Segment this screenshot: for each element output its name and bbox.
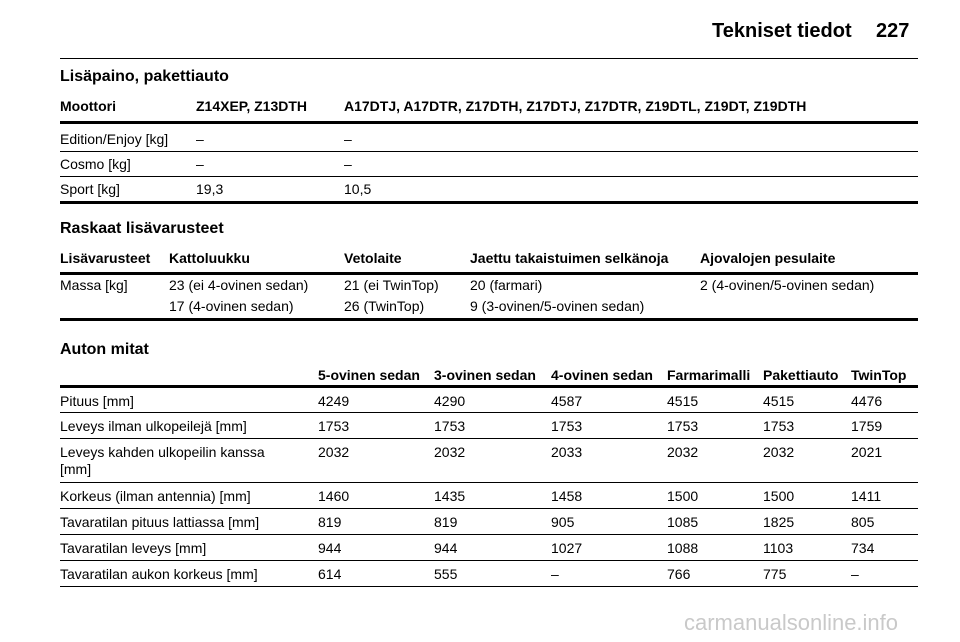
table3-header-estate: Farmarimalli — [667, 367, 751, 383]
table3-header-3door: 3-ovinen sedan — [434, 367, 536, 383]
table3-cell: 1753 — [318, 418, 350, 434]
table2-cell: 26 (TwinTop) — [344, 298, 425, 314]
table3-cell: 1027 — [551, 540, 583, 556]
table3-cell: 4290 — [434, 393, 466, 409]
table3-row-divider — [60, 412, 918, 413]
table3-cell: – — [551, 566, 559, 582]
table1-row-label: Cosmo [kg] — [60, 156, 131, 172]
table3-cell: 766 — [667, 566, 691, 582]
table1-cell: – — [344, 131, 352, 147]
table3-cell: 2033 — [551, 444, 583, 460]
table3-cell: 2032 — [434, 444, 466, 460]
table3-row-label: Tavaratilan leveys [mm] — [60, 540, 207, 556]
table3-cell: – — [851, 566, 859, 582]
table3-header-rule — [60, 385, 918, 388]
table3-cell: 2032 — [318, 444, 350, 460]
table3-cell: 4515 — [763, 393, 795, 409]
table3-header-5door: 5-ovinen sedan — [318, 367, 420, 383]
table3-row-divider — [60, 438, 918, 439]
table3-row-divider — [60, 560, 918, 561]
table3-cell: 4249 — [318, 393, 350, 409]
table1-header-rule — [60, 121, 918, 124]
table3-cell: 1458 — [551, 488, 583, 504]
table2-cell: 21 (ei TwinTop) — [344, 277, 439, 293]
table3-cell: 1435 — [434, 488, 466, 504]
table2-header-sunroof: Kattoluukku — [169, 250, 250, 266]
table3-row-divider — [60, 482, 918, 483]
table1-cell: 10,5 — [344, 181, 372, 197]
table2-cell: 2 (4-ovinen/5-ovinen sedan) — [700, 277, 875, 293]
table3-cell: 734 — [851, 540, 875, 556]
table3-cell: 775 — [763, 566, 787, 582]
table3-cell: 1753 — [667, 418, 699, 434]
table2-bottom-rule — [60, 318, 918, 321]
table1-cell: – — [344, 156, 352, 172]
table3-cell: 1411 — [851, 488, 882, 504]
table2-cell: 17 (4-ovinen sedan) — [169, 298, 294, 314]
table1-header-col2: A17DTJ, A17DTR, Z17DTH, Z17DTJ, Z17DTR, Z19DTL, Z19DT, Z19DTH — [344, 98, 807, 114]
table3-row-label: Korkeus (ilman antennia) [mm] — [60, 488, 251, 504]
table1-bottom-rule — [60, 201, 918, 204]
page-number: 227 — [876, 20, 910, 42]
table2-header-towbar: Vetolaite — [344, 250, 402, 266]
table1-cell: – — [196, 156, 204, 172]
table3-cell: 1085 — [667, 514, 699, 530]
table3-cell: 1103 — [763, 540, 794, 556]
table3-row-label-cont: [mm] — [60, 461, 92, 477]
table2-header-rule — [60, 272, 918, 275]
table3-row-label: Tavaratilan aukon korkeus [mm] — [60, 566, 258, 582]
table3-row-label: Tavaratilan pituus lattiassa [mm] — [60, 514, 260, 530]
table3-cell: 1753 — [763, 418, 795, 434]
table2-cell: 9 (3-ovinen/5-ovinen sedan) — [470, 298, 645, 314]
table3-cell: 1753 — [551, 418, 583, 434]
table2-row-label: Massa [kg] — [60, 277, 128, 293]
table3-cell: 805 — [851, 514, 875, 530]
table3-cell: 4515 — [667, 393, 699, 409]
header-divider — [60, 58, 918, 59]
table3-cell: 944 — [434, 540, 458, 556]
table3-cell: 2021 — [851, 444, 883, 460]
table3-cell: 1460 — [318, 488, 350, 504]
table1-row-label: Sport [kg] — [60, 181, 120, 197]
table3-row-label: Leveys ilman ulkopeilejä [mm] — [60, 418, 247, 434]
table3-header-van: Pakettiauto — [763, 367, 839, 383]
table3-cell: 1759 — [851, 418, 883, 434]
table3-cell: 1825 — [763, 514, 795, 530]
table3-cell: 2032 — [667, 444, 699, 460]
table3-row-label: Pituus [mm] — [60, 393, 134, 409]
table2-cell: 23 (ei 4-ovinen sedan) — [169, 277, 309, 293]
table3-cell: 1088 — [667, 540, 699, 556]
table3-header-twintop: TwinTop — [851, 367, 907, 383]
page-title: Tekniset tiedot — [712, 20, 852, 42]
table2-header-split-seat: Jaettu takaistuimen selkänoja — [470, 250, 669, 266]
table3-row-label: Leveys kahden ulkopeilin kanssa — [60, 444, 265, 460]
watermark: carmanualsonline.info — [684, 610, 899, 635]
table3-row-divider — [60, 534, 918, 535]
table3-cell: 2032 — [763, 444, 795, 460]
table3-cell: 1500 — [763, 488, 795, 504]
table1-row-label: Edition/Enjoy [kg] — [60, 131, 169, 147]
table1-cell: 19,3 — [196, 181, 224, 197]
table3-cell: 944 — [318, 540, 342, 556]
table3-header-4door: 4-ovinen sedan — [551, 367, 653, 383]
table1-header-engine: Moottori — [60, 98, 116, 114]
table2-header-accessories: Lisävarusteet — [60, 250, 151, 266]
table3-cell: 555 — [434, 566, 458, 582]
table1-row-divider — [60, 151, 918, 152]
table3-cell: 819 — [434, 514, 458, 530]
table2-header-headlamp-washer: Ajovalojen pesulaite — [700, 250, 836, 266]
table3-cell: 905 — [551, 514, 575, 530]
table3-cell: 4587 — [551, 393, 583, 409]
table1-header-col1: Z14XEP, Z13DTH — [196, 98, 308, 114]
table2-cell: 20 (farmari) — [470, 277, 543, 293]
section-title-dimensions: Auton mitat — [60, 341, 149, 358]
table3-row-divider — [60, 508, 918, 509]
table3-cell: 819 — [318, 514, 342, 530]
table1-cell: – — [196, 131, 204, 147]
table3-bottom-rule — [60, 586, 918, 587]
section-title-extra-weight: Lisäpaino, pakettiauto — [60, 68, 229, 85]
table3-cell: 614 — [318, 566, 342, 582]
table3-cell: 1500 — [667, 488, 699, 504]
table1-row-divider — [60, 176, 918, 177]
table3-cell: 4476 — [851, 393, 883, 409]
table3-cell: 1753 — [434, 418, 466, 434]
section-title-heavy-accessories: Raskaat lisävarusteet — [60, 220, 224, 237]
